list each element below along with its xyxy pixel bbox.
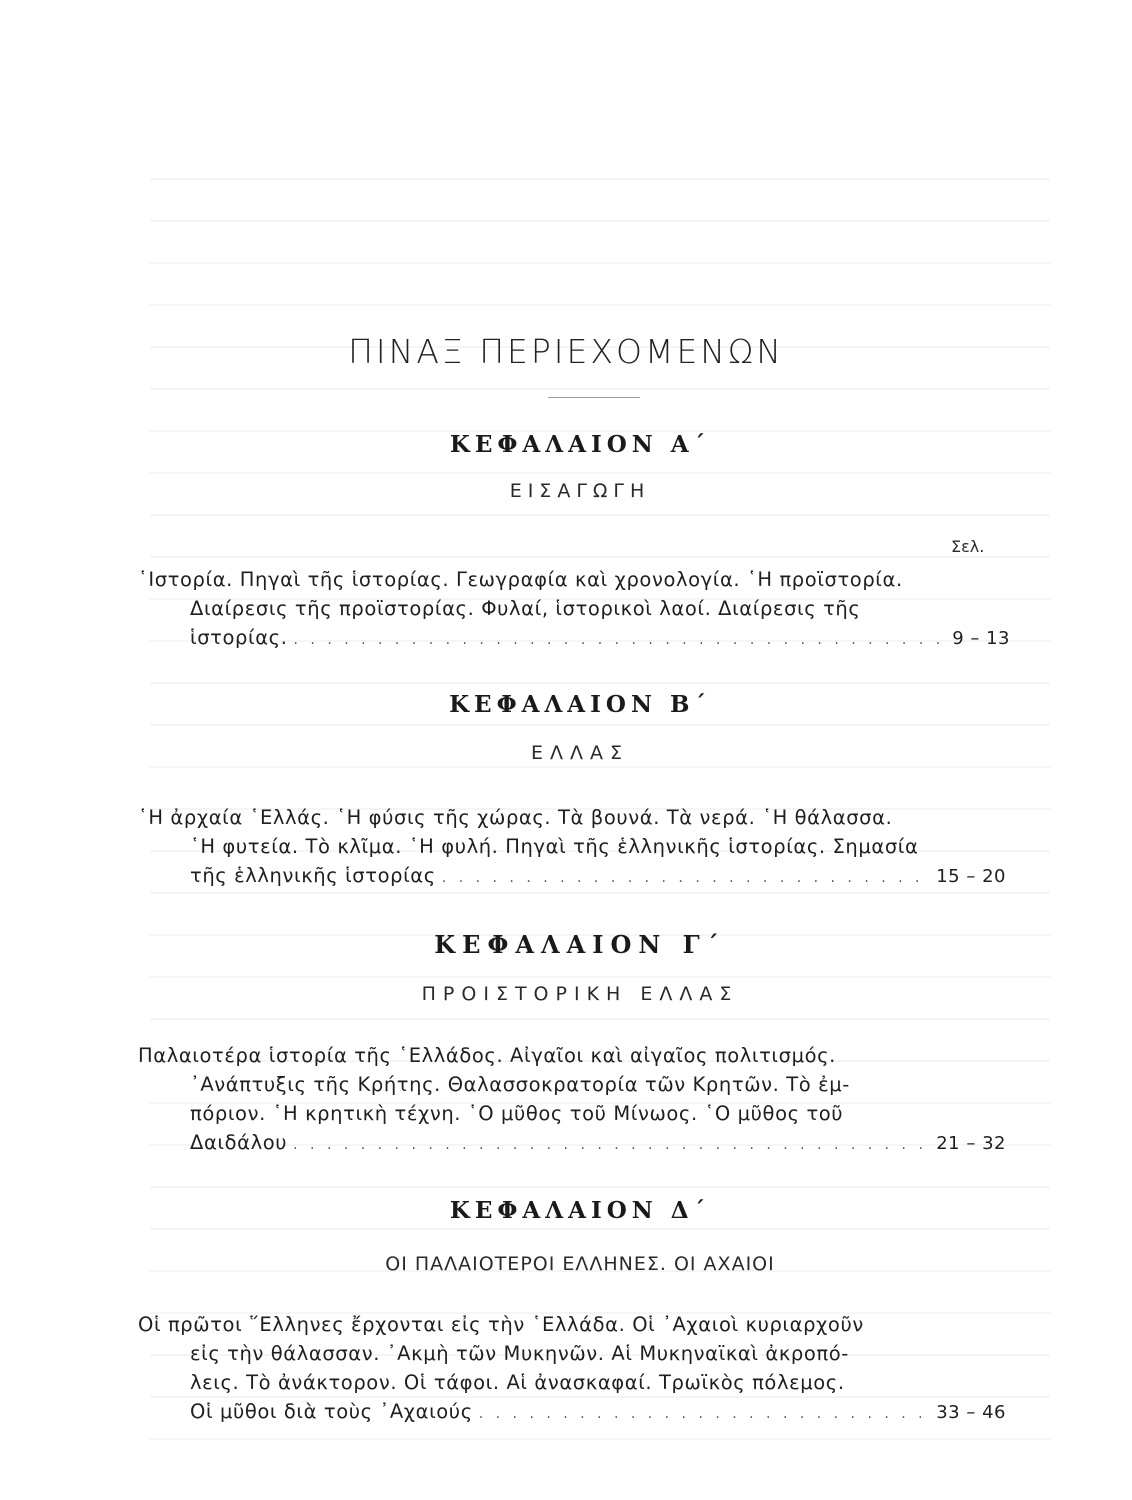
chapter-d-pages: 33 – 46	[936, 1402, 1006, 1423]
chapter-d-heading: ΚΕΦΑΛΑΙΟΝ Δ΄	[449, 1197, 711, 1224]
chapter-a-last-line	[190, 626, 1010, 649]
chapter-c-line-2: ᾿Ανάπτυξις τῆς Κρήτης. Θαλασσοκρατορία τῶν Κρητῶν. Τὸ ἐμ-	[190, 1073, 850, 1096]
chapter-a-line-2: Διαίρεσις τῆς προϊστορίας. Φυλαί, ἱστορικοὶ λαοί. Διαίρεσις τῆς	[190, 597, 861, 620]
chapter-a-subtitle: ΕΙΣΑΓΩΓΗ	[509, 480, 651, 502]
chapter-b-subtitle: ΕΛΛΑΣ	[530, 742, 629, 764]
chapter-a-line-1: ῾Ιστορία. Πηγαὶ τῆς ἱστορίας. Γεωγραφία καὶ χρονολογία. ῾Η προϊστορία.	[138, 568, 903, 591]
chapter-b-pages: 15 – 20	[936, 866, 1006, 887]
chapter-a-pages: 9 – 13	[952, 628, 1010, 649]
title-divider	[548, 397, 640, 398]
chapter-b-line-2: ῾Η φυτεία. Τὸ κλῖμα. ῾Η φυλή. Πηγαὶ τῆς ἑλληνικῆς ἱστορίας. Σημασία	[190, 835, 919, 858]
leader-dots	[294, 632, 945, 648]
chapter-d-line-1: Οἱ πρῶτοι ῞Ελληνες ἔρχονται εἰς τὴν ῾Ελλάδα. Οἱ ᾿Αχαιοὶ κυριαρχοῦν	[138, 1313, 864, 1336]
chapter-c-last-line	[190, 1131, 1006, 1154]
page-column-label: Σελ.	[951, 537, 985, 556]
chapter-b-last-line	[190, 864, 1006, 887]
chapter-b-last-text: τῆς ἑλληνικῆς ἱστορίας	[190, 864, 436, 887]
leader-dots	[442, 870, 928, 886]
chapter-c-pages: 21 – 32	[936, 1133, 1006, 1154]
chapter-d-line-2: εἰς τὴν θάλασσαν. ᾿Ακμὴ τῶν Μυκηνῶν. Αἱ Μυκηναϊκαὶ ἀκροπό-	[190, 1342, 849, 1365]
chapter-c-subtitle: ΠΡΟΙΣΤΟΡΙΚΗ ΕΛΛΑΣ	[421, 983, 739, 1005]
leader-dots	[479, 1406, 928, 1422]
page-title: ΠΙΝΑΞ ΠΕΡΙΕΧΟΜΕΝΩΝ	[348, 332, 784, 371]
chapter-d-last-line	[190, 1400, 1006, 1423]
chapter-d-subtitle: ΟΙ ΠΑΛΑΙΟΤΕΡΟΙ ΕΛΛΗΝΕΣ. ΟΙ ΑΧΑΙΟΙ	[385, 1253, 775, 1275]
chapter-d-line-3: λεις. Τὸ ἀνάκτορον. Οἱ τάφοι. Αἱ ἀνασκαφαί. Τρωϊκὸς πόλεμος.	[190, 1371, 845, 1394]
chapter-c-line-3: πόριον. ῾Η κρητικὴ τέχνη. ῾Ο μῦθος τοῦ Μίνωος. ῾Ο μῦθος τοῦ	[190, 1102, 844, 1125]
chapter-c-line-1: Παλαιοτέρα ἱστορία τῆς ῾Ελλάδος. Αἰγαῖοι καὶ αἰγαῖος πολιτισμός.	[138, 1044, 836, 1067]
chapter-a-heading: ΚΕΦΑΛΑΙΟΝ Α΄	[449, 431, 711, 458]
chapter-b-line-1: ῾Η ἀρχαία ῾Ελλάς. ῾Η φύσις τῆς χώρας. Τὰ βουνά. Τὰ νερά. ῾Η θάλασσα.	[138, 806, 893, 829]
chapter-b-heading: ΚΕΦΑΛΑΙΟΝ Β΄	[449, 691, 711, 718]
leader-dots	[293, 1137, 928, 1153]
chapter-c-last-text: Δαιδάλου	[190, 1131, 288, 1154]
chapter-d-last-text: Οἱ μῦθοι διὰ τοὺς ᾿Αχαιούς	[190, 1400, 473, 1423]
chapter-c-heading: ΚΕΦΑΛΑΙΟΝ Γ΄	[434, 930, 726, 959]
chapter-a-last-text: ἱστορίας.	[190, 626, 288, 649]
